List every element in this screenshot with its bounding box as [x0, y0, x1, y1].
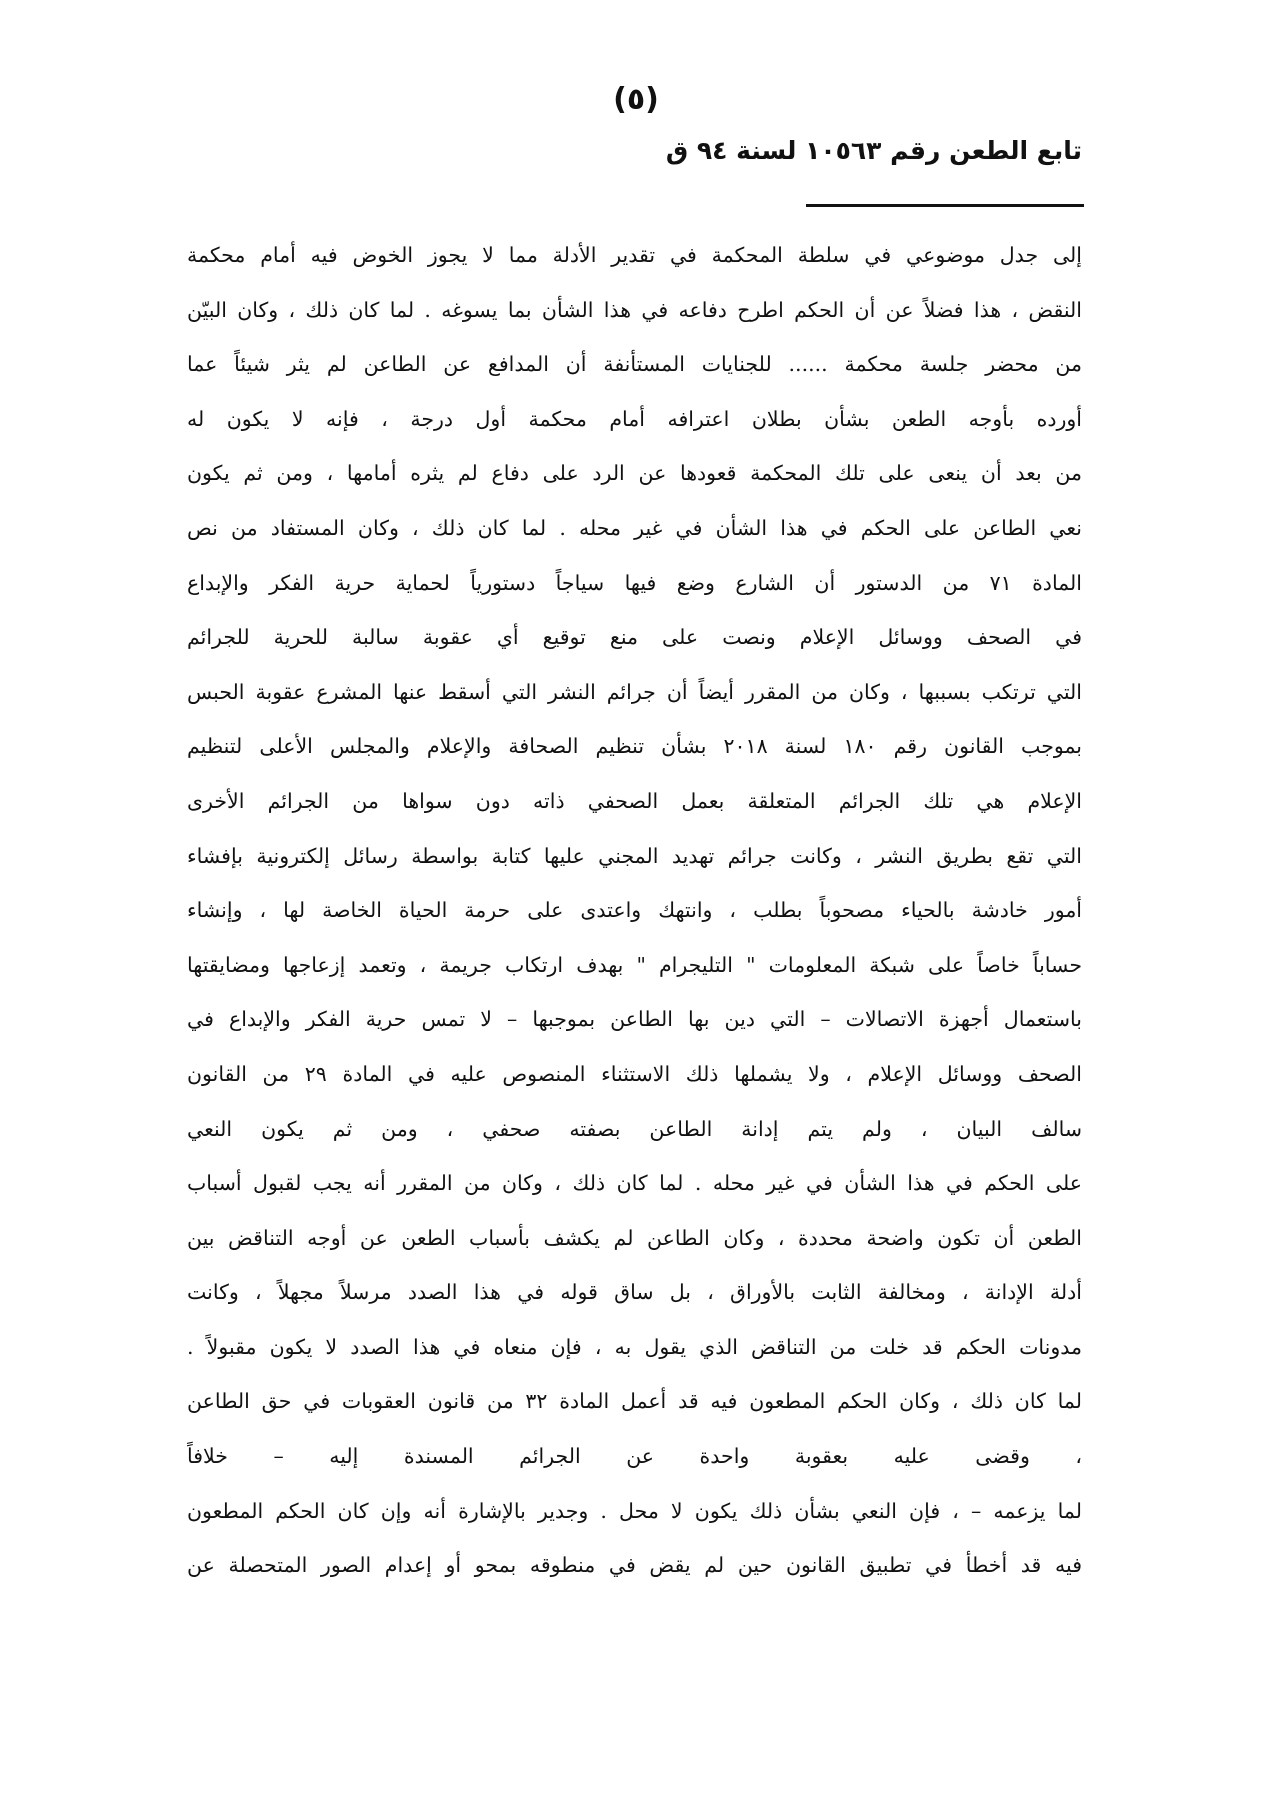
- text-line: باستعمال أجهزة الاتصالات – التي دين بها الطاعن بموجبها – لا تمس حرية الفكر والإبداع في: [187, 1007, 1082, 1032]
- text-line: الصحف ووسائل الإعلام ، ولا يشملها ذلك الاستثناء المنصوص عليه في المادة ٢٩ من القانون: [187, 1061, 1082, 1086]
- header-rule: [806, 204, 1084, 207]
- text-line: من محضر جلسة محكمة ...... للجنايات المستأنفة أن المدافع عن الطاعن لم يثر شيئاً عما: [187, 352, 1082, 377]
- text-line: الإعلام هي تلك الجرائم المتعلقة بعمل الصحفي ذاته دون سواها من الجرائم الأخرى: [187, 788, 1082, 813]
- text-line: التي ترتكب بسببها ، وكان من المقرر أيضاً أن جرائم النشر التي أسقط عنها المشرع عقوبة الحبس: [187, 679, 1082, 704]
- body-text: [187, 228, 1082, 1593]
- text-line: نعي الطاعن على الحكم في هذا الشأن في غير محله . لما كان ذلك ، وكان المستفاد من نص: [187, 515, 1082, 540]
- text-line: أمور خادشة بالحياء مصحوباً بطلب ، وانتهك واعتدى على حرمة الحياة الخاصة لها ، وإنشاء: [187, 898, 1082, 923]
- case-header: تابع الطعن رقم ١٠٥٦٣ لسنة ٩٤ ق: [665, 136, 1082, 165]
- text-line: المادة ٧١ من الدستور أن الشارع وضع فيها سياجاً دستورياً لحماية حرية الفكر والإبداع: [187, 570, 1082, 595]
- text-line: النقض ، هذا فضلاً عن أن الحكم اطرح دفاعه في هذا الشأن بما يسوغه . لما كان ذلك ، وكان البيّن: [187, 297, 1082, 322]
- text-line: مدونات الحكم قد خلت من التناقض الذي يقول به ، فإن منعاه في هذا الصدد لا يكون مقبولاً .: [187, 1334, 1082, 1359]
- text-line: حساباً خاصاً على شبكة المعلومات " التليجرام " بهدف ارتكاب جريمة ، وتعمد إزعاجها ومضايقتها: [187, 952, 1082, 977]
- text-line: فيه قد أخطأ في تطبيق القانون حين لم يقض في منطوقه بمحو أو إعدام الصور المتحصلة عن: [187, 1553, 1082, 1578]
- text-line: أورده بأوجه الطعن بشأن بطلان اعترافه أمام محكمة أول درجة ، فإنه لا يكون له: [187, 406, 1082, 431]
- text-line: بموجب القانون رقم ١٨٠ لسنة ٢٠١٨ بشأن تنظيم الصحافة والإعلام والمجلس الأعلى لتنظيم: [187, 734, 1082, 759]
- text-line: لما كان ذلك ، وكان الحكم المطعون فيه قد أعمل المادة ٣٢ من قانون العقوبات في حق الطاعن: [187, 1389, 1082, 1414]
- text-line: التي تقع بطريق النشر ، وكانت جرائم تهديد المجني عليها كتابة بواسطة رسائل إلكترونية بإفشاء: [187, 843, 1082, 868]
- text-line: الطعن أن تكون واضحة محددة ، وكان الطاعن لم يكشف بأسباب الطعن عن أوجه التناقض بين: [187, 1225, 1082, 1250]
- text-line: إلى جدل موضوعي في سلطة المحكمة في تقدير الأدلة مما لا يجوز الخوض فيه أمام محكمة: [187, 243, 1082, 267]
- text-line: ، وقضى عليه بعقوبة واحدة عن الجرائم المسندة إليه – خلافاً: [187, 1444, 1082, 1469]
- page-number: (٥): [613, 82, 659, 117]
- text-line: سالف البيان ، ولم يتم إدانة الطاعن بصفته صحفي ، ومن ثم يكون النعي: [187, 1116, 1082, 1141]
- text-line: من بعد أن ينعى على تلك المحكمة قعودها عن الرد على دفاع لم يثره أمامها ، ومن ثم يكون: [187, 461, 1082, 486]
- text-line: أدلة الإدانة ، ومخالفة الثابت بالأوراق ، بل ساق قوله في هذا الصدد مرسلاً مجهلاً ، وكانت: [187, 1280, 1082, 1305]
- text-line: على الحكم في هذا الشأن في غير محله . لما كان ذلك ، وكان من المقرر أنه يجب لقبول أسباب: [187, 1171, 1082, 1196]
- text-line: في الصحف ووسائل الإعلام ونصت على منع توقيع أي عقوبة سالبة للحرية للجرائم: [187, 625, 1082, 650]
- text-line: لما يزعمه – ، فإن النعي بشأن ذلك يكون لا محل . وجدير بالإشارة أنه وإن كان الحكم المطعون: [187, 1498, 1082, 1523]
